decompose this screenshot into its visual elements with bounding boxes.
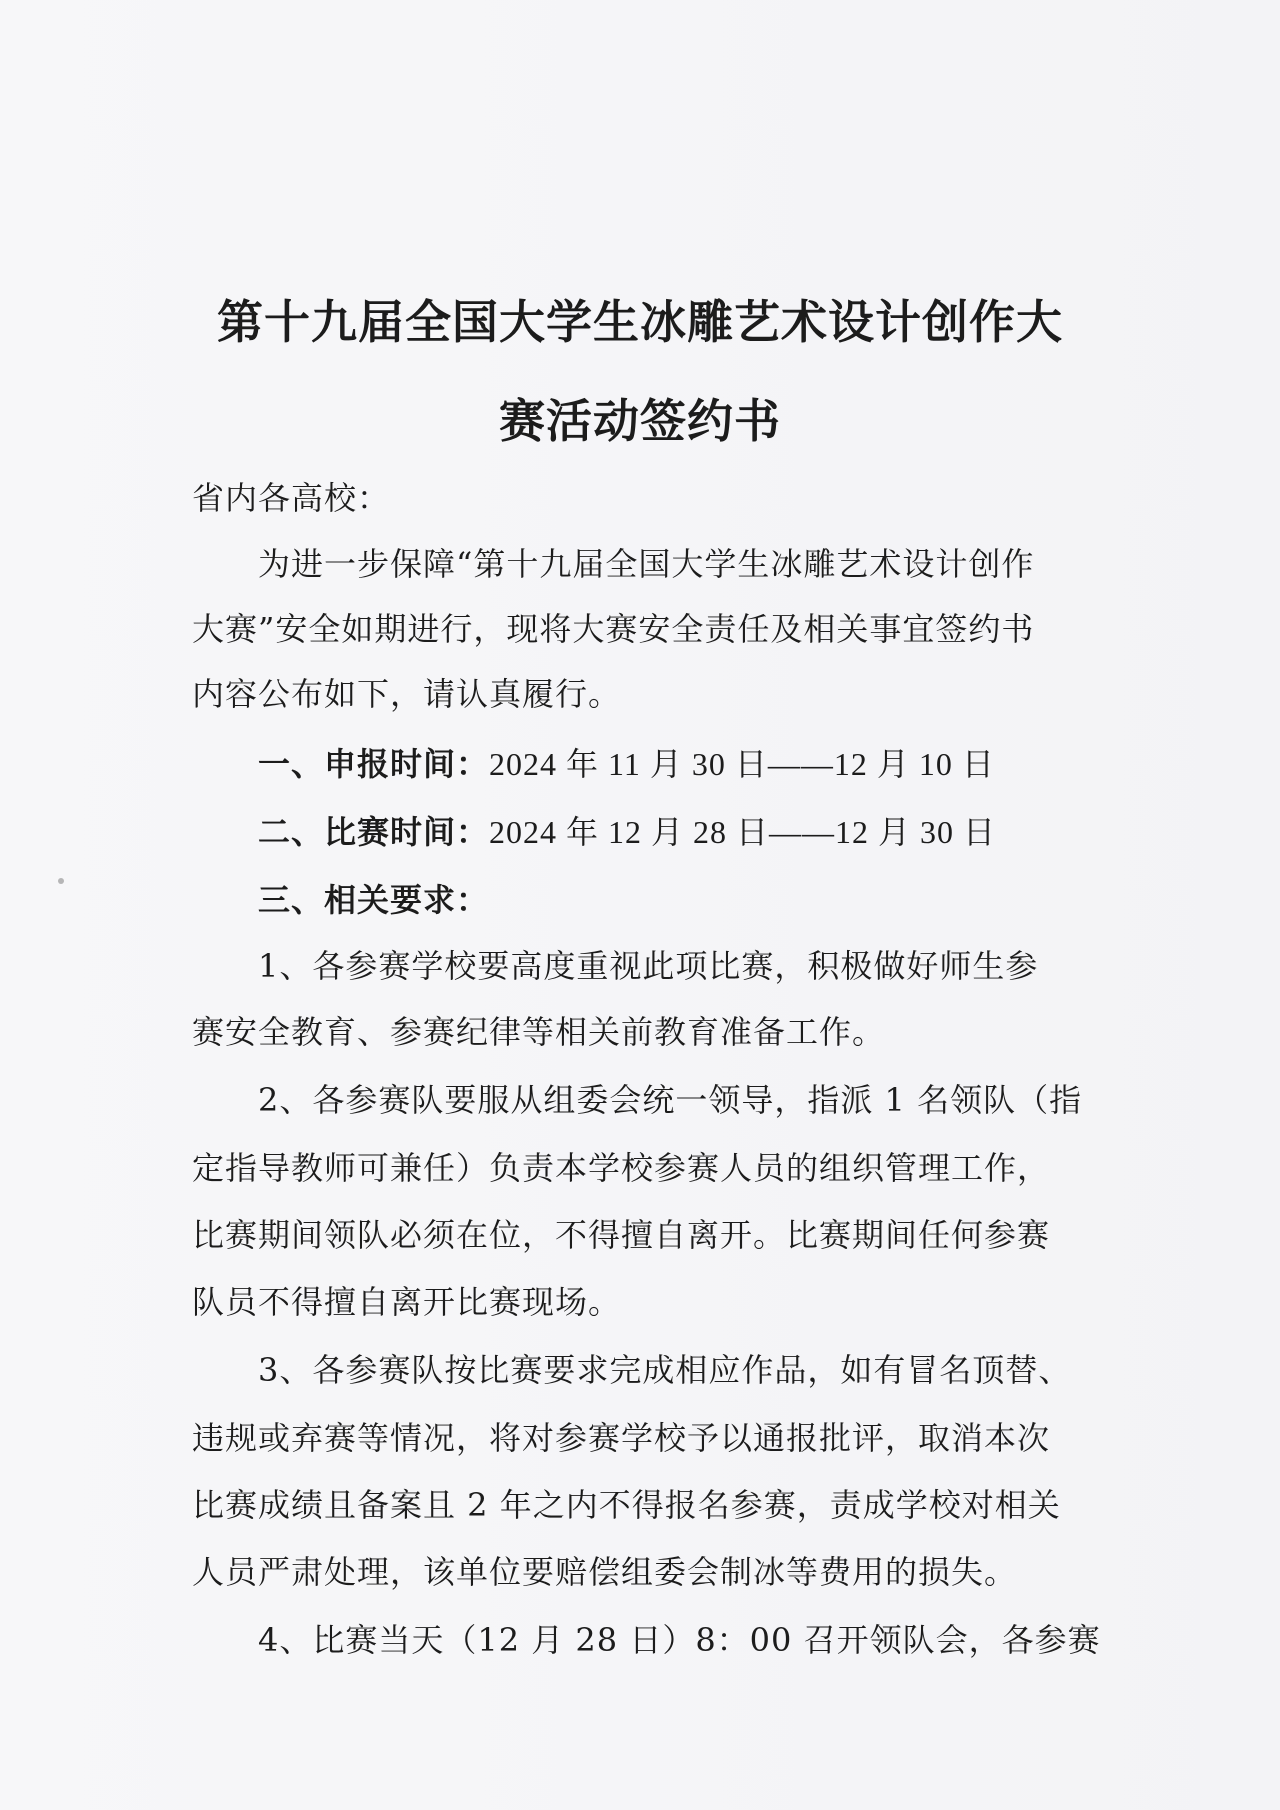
intro-line-2: 大赛”安全如期进行，现将大赛安全责任及相关事宜签约书 bbox=[192, 610, 1035, 648]
scan-speck bbox=[58, 878, 64, 884]
item2-line-2: 定指导教师可兼任）负责本学校参赛人员的组织管理工作， bbox=[192, 1149, 1051, 1187]
section3-heading: 三、相关要求： bbox=[258, 881, 490, 919]
item2-line-1: 2、各参赛队要服从组委会统一领导，指派 1 名领队（指 bbox=[258, 1081, 1083, 1119]
section2-value: 2024 年 12 月 28 日——12 月 30 日 bbox=[489, 814, 997, 850]
item2-line-4: 队员不得擅自离开比赛现场。 bbox=[192, 1283, 622, 1321]
item1-line-2: 赛安全教育、参赛纪律等相关前教育准备工作。 bbox=[192, 1013, 886, 1051]
intro-line-3: 内容公布如下，请认真履行。 bbox=[192, 675, 622, 713]
item2-line-3: 比赛期间领队必须在位，不得擅自离开。比赛期间任何参赛 bbox=[192, 1216, 1051, 1254]
item4-line-1: 4、比赛当天（12 月 28 日）8：00 召开领队会，各参赛 bbox=[258, 1621, 1101, 1659]
document-title-line2: 赛活动签约书 bbox=[499, 394, 781, 448]
section2 bbox=[258, 812, 1158, 852]
item3-line-2: 违规或弃赛等情况，将对参赛学校予以通报批评，取消本次 bbox=[192, 1419, 1051, 1457]
section1-heading: 一、申报时间： bbox=[258, 745, 490, 783]
section1 bbox=[258, 744, 1158, 784]
intro-line-1: 为进一步保障“第十九届全国大学生冰雕艺术设计创作 bbox=[258, 545, 1035, 583]
salutation: 省内各高校： bbox=[192, 479, 391, 517]
item3-line-4: 人员严肃处理，该单位要赔偿组委会制冰等费用的损失。 bbox=[192, 1553, 1018, 1591]
item1-line-1: 1、各参赛学校要高度重视此项比赛，积极做好师生参 bbox=[258, 947, 1039, 985]
item3-line-1: 3、各参赛队按比赛要求完成相应作品，如有冒名顶替、 bbox=[258, 1351, 1072, 1389]
item3-line-3: 比赛成绩且备案且 2 年之内不得报名参赛，责成学校对相关 bbox=[192, 1486, 1061, 1524]
document-title-line1: 第十九届全国大学生冰雕艺术设计创作大 bbox=[217, 295, 1063, 349]
section1-value: 2024 年 11 月 30 日——12 月 10 日 bbox=[489, 746, 995, 782]
section2-heading: 二、比赛时间： bbox=[258, 813, 490, 851]
